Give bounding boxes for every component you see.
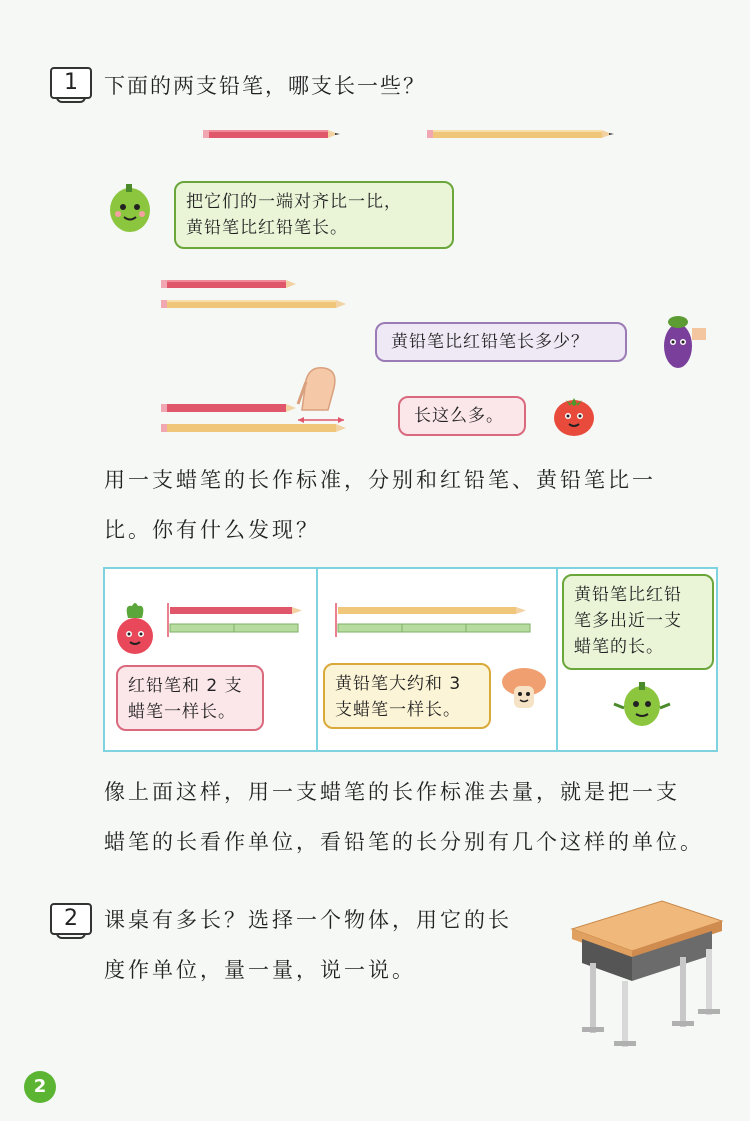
- bubble-line: 笔多出近一支: [574, 611, 682, 631]
- bubble-line: 黄铅笔比红铅: [574, 585, 682, 605]
- paragraph-line: 用一支蜡笔的长作标准，分别和红铅笔、黄铅笔比一: [104, 468, 656, 492]
- bubble-line: 红铅笔和 2 支: [128, 676, 243, 696]
- paragraph-line: 像上面这样，用一支蜡笔的长作标准去量，就是把一支: [104, 780, 680, 804]
- school-desk-illustration: [562, 895, 727, 1055]
- pencils-measured: [158, 398, 358, 438]
- panel-divider: [316, 569, 318, 750]
- red-pencil: [161, 404, 296, 412]
- yellow-pencil: [427, 130, 614, 138]
- page-number-badge: [24, 1071, 56, 1103]
- difference-arrow: [298, 417, 344, 423]
- bubble-line: 把它们的一端对齐比一比，: [186, 192, 402, 212]
- yellow-pencil: [161, 424, 346, 432]
- red-pencil: [203, 130, 340, 138]
- mushroom-character: [498, 664, 550, 716]
- speech-bubble-eggplant: [375, 322, 627, 362]
- pencils-top: [200, 124, 620, 144]
- bubble-line: 蜡笔的长。: [574, 637, 664, 657]
- yellow-pencil: [161, 300, 346, 308]
- question-number-badge: [50, 903, 92, 935]
- pencils-aligned: [158, 274, 358, 314]
- question-title: 下面的两支铅笔，哪支长一些？: [104, 74, 426, 98]
- radish-character: [110, 598, 160, 658]
- bubble-line: 支蜡笔一样长。: [335, 700, 461, 720]
- paragraph-crayon-standard: [104, 458, 656, 552]
- bubble-text: 黄铅笔比红铅笔长多少？: [391, 332, 589, 352]
- bubble-line: 黄铅笔比红铅笔长。: [186, 218, 348, 238]
- question-desk: [104, 898, 512, 992]
- speech-bubble-middle: [323, 663, 491, 729]
- speech-bubble-right: [562, 574, 714, 670]
- pepper-character: [104, 180, 156, 236]
- paragraph-line: 蜡笔的长看作单位，看铅笔的长分别有几个这样的单位。: [104, 830, 704, 854]
- red-pencil: [161, 280, 296, 288]
- panel-divider: [556, 569, 558, 750]
- speech-bubble-left: [116, 665, 264, 731]
- bubble-line: 黄铅笔大约和 3: [335, 674, 462, 694]
- question-number: 2: [64, 906, 78, 931]
- question-number-badge: [50, 67, 92, 99]
- page-number: 2: [33, 1076, 47, 1097]
- left-measure: [166, 603, 308, 639]
- question-number: 1: [64, 70, 78, 95]
- paragraph-line: 课桌有多长？选择一个物体，用它的长: [104, 908, 512, 932]
- speech-bubble-tomato: [398, 396, 526, 436]
- speech-bubble-pepper: [174, 181, 454, 249]
- paragraph-unit-explanation: [104, 770, 704, 864]
- paragraph-line: 度作单位，量一量，说一说。: [104, 958, 416, 982]
- bubble-text: 长这么多。: [414, 406, 504, 426]
- tomato-character: [548, 392, 600, 440]
- paragraph-line: 比。你有什么发现？: [104, 518, 320, 542]
- pepper-character-small: [612, 674, 672, 734]
- middle-measure: [334, 603, 544, 639]
- eggplant-character: [652, 308, 708, 370]
- bubble-line: 蜡笔一样长。: [128, 702, 236, 722]
